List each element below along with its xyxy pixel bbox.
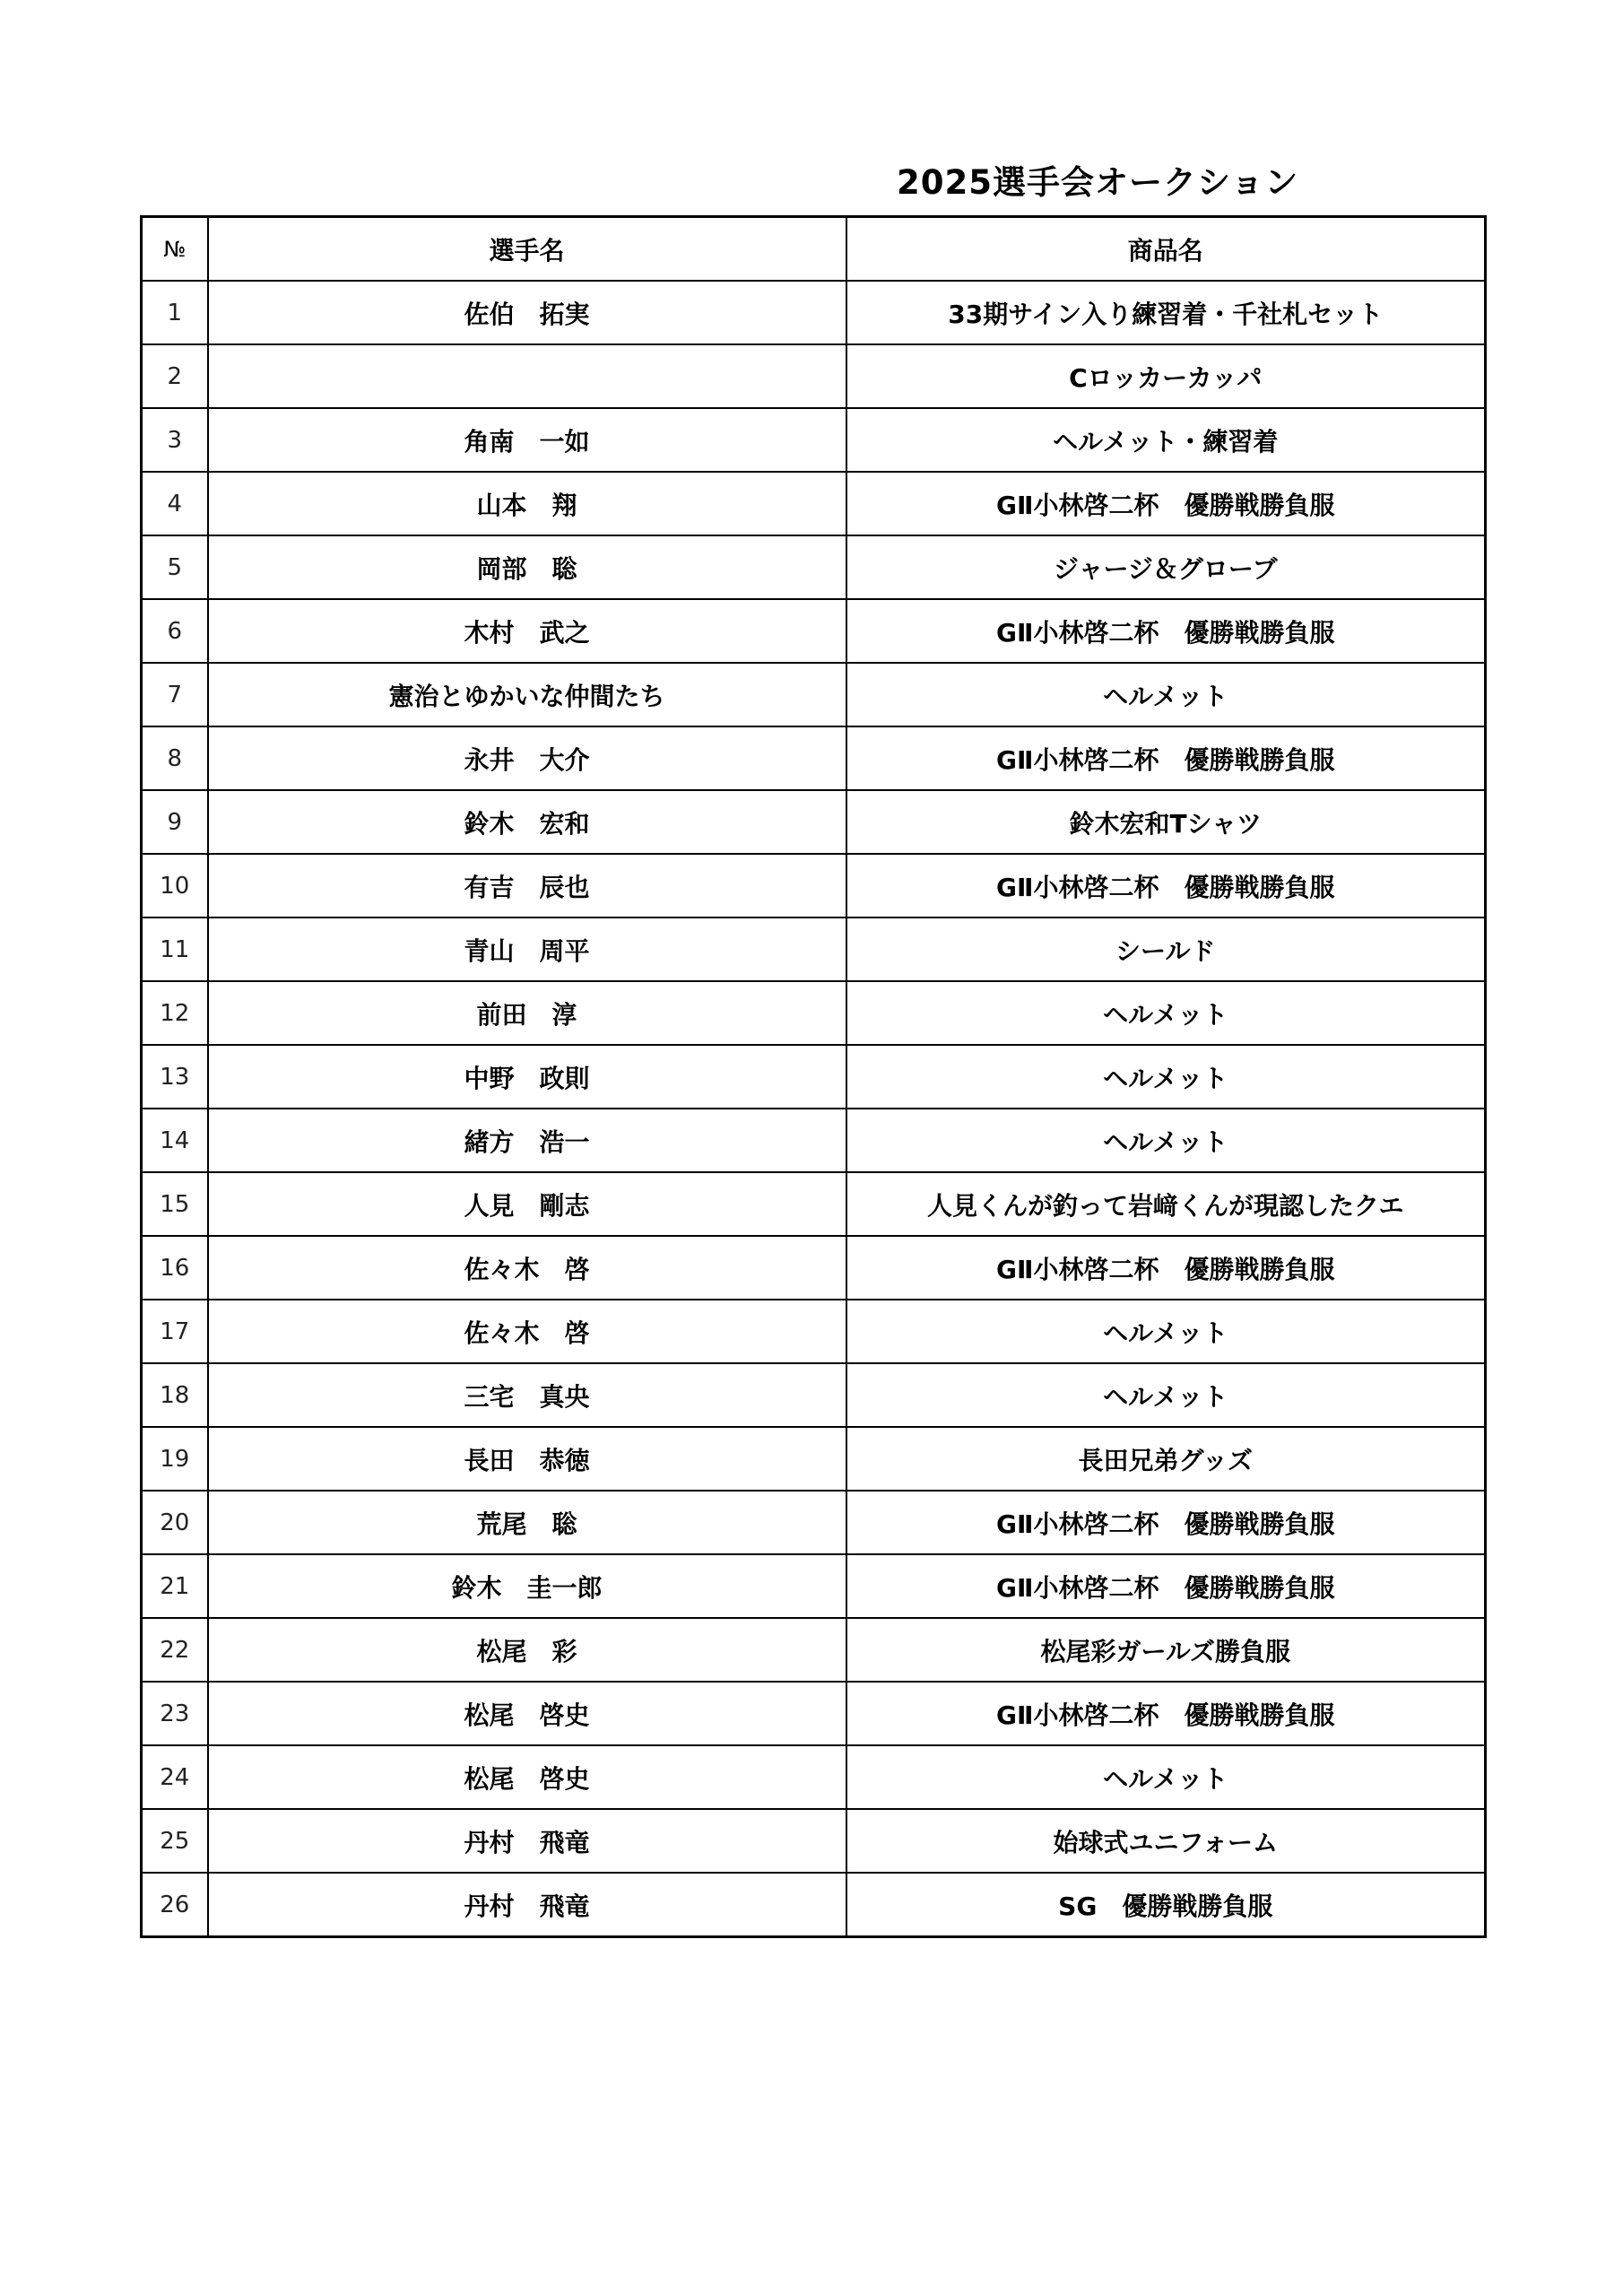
table-body (142, 281, 1486, 1937)
table-row (142, 981, 1486, 1045)
item-name: 鈴木宏和Tシャツ (846, 790, 1486, 854)
row-number: 18 (142, 1363, 208, 1427)
item-name: 人見くんが釣って岩﨑くんが現認したクエ (846, 1172, 1486, 1236)
player-name: 中野 政則 (208, 1045, 846, 1109)
player-name: 丹村 飛竜 (208, 1873, 846, 1937)
table-row (142, 726, 1486, 790)
row-number: 25 (142, 1809, 208, 1873)
player-name: 人見 剛志 (208, 1172, 846, 1236)
item-name: SG 優勝戦勝負服 (846, 1873, 1486, 1937)
player-name: 岡部 聡 (208, 535, 846, 599)
item-name: ヘルメット・練習着 (846, 408, 1486, 472)
player-name: 鈴木 宏和 (208, 790, 846, 854)
table-row (142, 1109, 1486, 1172)
table-row (142, 1554, 1486, 1618)
row-number: 7 (142, 663, 208, 726)
player-name: 松尾 啓史 (208, 1745, 846, 1809)
item-name: 始球式ユニフォーム (846, 1809, 1486, 1873)
item-name: 33期サイン入り練習着・千社札セット (846, 281, 1486, 344)
row-number: 23 (142, 1682, 208, 1745)
table-row (142, 918, 1486, 981)
row-number: 8 (142, 726, 208, 790)
row-number: 19 (142, 1427, 208, 1491)
item-name: シールド (846, 918, 1486, 981)
table-row (142, 1427, 1486, 1491)
row-number: 17 (142, 1300, 208, 1363)
table-row (142, 599, 1486, 663)
item-name: ヘルメット (846, 1745, 1486, 1809)
item-name: ジャージ＆グローブ (846, 535, 1486, 599)
row-number: 26 (142, 1873, 208, 1937)
table-row (142, 281, 1486, 344)
row-number: 12 (142, 981, 208, 1045)
player-name (208, 344, 846, 408)
player-name: 憲治とゆかいな仲間たち (208, 663, 846, 726)
row-number: 5 (142, 535, 208, 599)
item-name: GⅡ小林啓二杯 優勝戦勝負服 (846, 1682, 1486, 1745)
player-name: 永井 大介 (208, 726, 846, 790)
table-row (142, 1873, 1486, 1937)
table-header-row (142, 217, 1486, 282)
player-name: 佐々木 啓 (208, 1300, 846, 1363)
player-name: 鈴木 圭一郎 (208, 1554, 846, 1618)
table-row (142, 344, 1486, 408)
player-name: 角南 一如 (208, 408, 846, 472)
table-row (142, 854, 1486, 918)
page-title: 2025選手会オークション (897, 163, 1299, 202)
item-name: ヘルメット (846, 1045, 1486, 1109)
table-row (142, 472, 1486, 535)
row-number: 6 (142, 599, 208, 663)
item-name: GⅡ小林啓二杯 優勝戦勝負服 (846, 472, 1486, 535)
table-row (142, 1236, 1486, 1300)
table-row (142, 1363, 1486, 1427)
row-number: 22 (142, 1618, 208, 1682)
item-name: ヘルメット (846, 1300, 1486, 1363)
table-row (142, 790, 1486, 854)
player-name: 長田 恭徳 (208, 1427, 846, 1491)
column-header-no: № (142, 217, 208, 282)
player-name: 荒尾 聡 (208, 1491, 846, 1554)
item-name: GⅡ小林啓二杯 優勝戦勝負服 (846, 726, 1486, 790)
player-name: 丹村 飛竜 (208, 1809, 846, 1873)
item-name: ヘルメット (846, 663, 1486, 726)
table-row (142, 1745, 1486, 1809)
table-row (142, 1809, 1486, 1873)
player-name: 松尾 啓史 (208, 1682, 846, 1745)
table-row (142, 1491, 1486, 1554)
row-number: 1 (142, 281, 208, 344)
row-number: 20 (142, 1491, 208, 1554)
row-number: 9 (142, 790, 208, 854)
row-number: 21 (142, 1554, 208, 1618)
row-number: 14 (142, 1109, 208, 1172)
item-name: GⅡ小林啓二杯 優勝戦勝負服 (846, 1554, 1486, 1618)
row-number: 24 (142, 1745, 208, 1809)
item-name: 松尾彩ガールズ勝負服 (846, 1618, 1486, 1682)
row-number: 11 (142, 918, 208, 981)
row-number: 2 (142, 344, 208, 408)
row-number: 13 (142, 1045, 208, 1109)
row-number: 4 (142, 472, 208, 535)
row-number: 3 (142, 408, 208, 472)
column-header-item: 商品名 (846, 217, 1486, 282)
player-name: 松尾 彩 (208, 1618, 846, 1682)
item-name: GⅡ小林啓二杯 優勝戦勝負服 (846, 854, 1486, 918)
row-number: 10 (142, 854, 208, 918)
player-name: 青山 周平 (208, 918, 846, 981)
table-row (142, 408, 1486, 472)
table-row (142, 1172, 1486, 1236)
row-number: 15 (142, 1172, 208, 1236)
player-name: 緒方 浩一 (208, 1109, 846, 1172)
player-name: 佐伯 拓実 (208, 281, 846, 344)
player-name: 前田 淳 (208, 981, 846, 1045)
table-row (142, 535, 1486, 599)
item-name: GⅡ小林啓二杯 優勝戦勝負服 (846, 1236, 1486, 1300)
player-name: 山本 翔 (208, 472, 846, 535)
player-name: 三宅 真央 (208, 1363, 846, 1427)
row-number: 16 (142, 1236, 208, 1300)
table-row (142, 1618, 1486, 1682)
item-name: GⅡ小林啓二杯 優勝戦勝負服 (846, 599, 1486, 663)
column-header-player: 選手名 (208, 217, 846, 282)
item-name: ヘルメット (846, 981, 1486, 1045)
table-row (142, 663, 1486, 726)
table-row (142, 1300, 1486, 1363)
item-name: 長田兄弟グッズ (846, 1427, 1486, 1491)
player-name: 有吉 辰也 (208, 854, 846, 918)
item-name: ヘルメット (846, 1363, 1486, 1427)
item-name: Cロッカーカッパ (846, 344, 1486, 408)
player-name: 木村 武之 (208, 599, 846, 663)
table-row (142, 1045, 1486, 1109)
player-name: 佐々木 啓 (208, 1236, 846, 1300)
item-name: ヘルメット (846, 1109, 1486, 1172)
item-name: GⅡ小林啓二杯 優勝戦勝負服 (846, 1491, 1486, 1554)
auction-table (140, 215, 1487, 1938)
table-row (142, 1682, 1486, 1745)
